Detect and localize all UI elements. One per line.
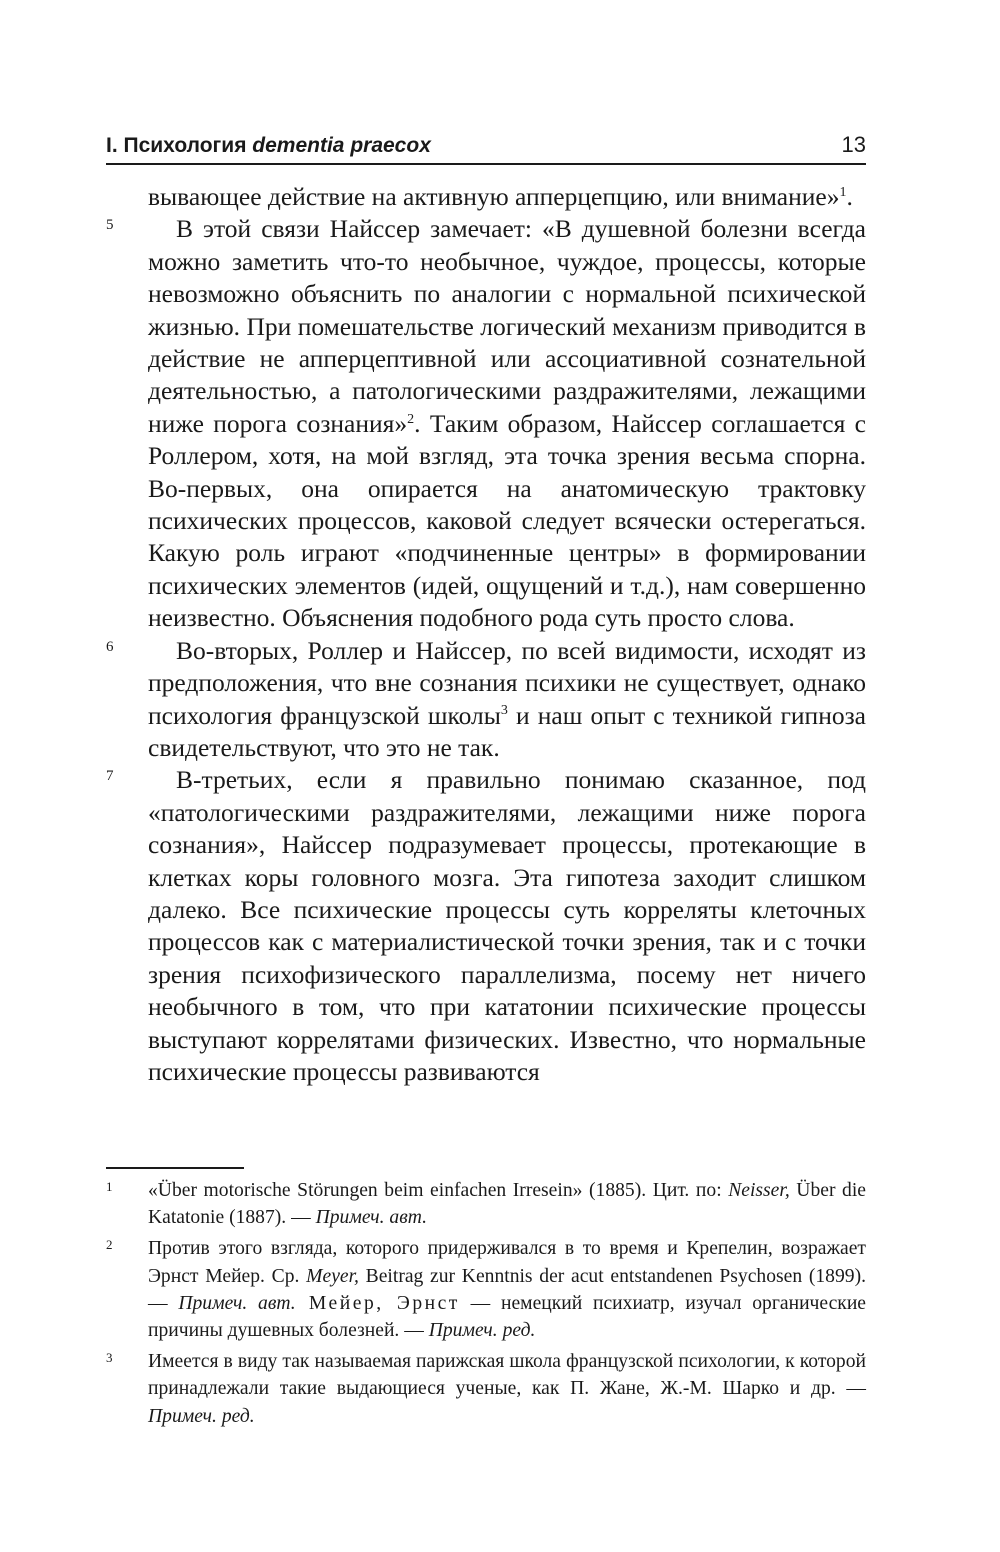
footnote-number-1: 1 — [106, 1179, 113, 1194]
footnote-number-2: 2 — [106, 1237, 113, 1253]
footnotes — [106, 1177, 866, 1434]
footnote-ref-1[interactable]: 1 — [839, 184, 847, 200]
paragraph-6: 6 Во-вторых, Роллер и Найссер, по всей видимости, исходят из предположения, что вне сознания психики не существует, однако психология французской школы$^3$ и наш опыт с техникой гипноза свидетельствуют, что это не так. — [106, 635, 866, 762]
footnote-1: 1 «Über motorische Störungen beim einfachen Irresein» (1885). Цит. по: Neisser, Über die Katatonie (1887). — Примеч. авт. — [106, 1179, 866, 1229]
chapter-title: I. Психология dementia praecox — [106, 134, 431, 157]
header-rule — [106, 163, 866, 165]
footnote-rule — [106, 1167, 244, 1169]
running-header — [106, 130, 866, 162]
footnote-ref-3[interactable]: 3 — [500, 703, 508, 719]
margin-number-5: 5 — [106, 217, 114, 234]
paragraph-5: 5 В этой связи Найссер замечает: «В душевной болезни всегда можно заметить что-то необычное, чуждое, процессы, которые невозможно объяснить по аналогии с нормальной психической жизнью. При помешательстве логический механизм приводится в действие не апперцептивной или ассоциативной сознательной деятельностью, а патологическими раздражителями, лежащими ниже порога сознания»$^2$. Таким образом, Найссер соглашается с Роллером, хотя, на мой взгляд, эта точка зрения весьма спорна. Во-первых, она опирается на анатомическую трактовку психических процессов, каковой следует всячески остерегаться. Какую роль играют «подчиненные центры» в формировании психических элементов (идей, ощущений и т.д.), нам совершенно неизвестно. Объяснения подобного рода суть просто слова. — [106, 214, 866, 633]
margin-number-7: 7 — [106, 768, 114, 785]
footnote-3: 3 Имеется в виду так называемая парижская школа французской психологии, к которой принадлежали такие выдающиеся ученые, как П. Жане, Ж.-М. Шарко и др. — Примеч. ред. — [106, 1350, 866, 1427]
margin-number-6: 6 — [106, 638, 114, 655]
page-number: 13 — [841, 132, 866, 157]
footnote-ref-2[interactable]: 2 — [407, 411, 415, 427]
chapter-title-italic: dementia praecox — [252, 134, 431, 157]
footnote-number-3: 3 — [106, 1350, 113, 1366]
footnote-2: 2 Против этого взгляда, которого придерживался в то время и Крепелин, возражает Эрнст Мейер. Ср. Meyer, Beitrag zur Kenntnis der acut entstandenen Psychosen (1899). — Примеч. авт. Мейер, Эрнст — немецкий психиатр, изучал органические причины душевных болезней. — Примеч. ред. — [106, 1237, 866, 1342]
paragraph-7: 7 В-третьих, если я правильно понимаю сказанное, под «патологическими раздражителями, лежащими ниже порога сознания», Найссер подразумевает процессы, протекающие в клетках коры головного мозга. Эта гипотеза заходит слишком далеко. Все психические процессы суть корреляты клеточных процессов как с материалистической точки зрения, так и с точки зрения психофизического параллелизма, посему нет ничего необычного в том, что при кататонии психические процессы выступают коррелятами физических. Известно, что нормальные психические процессы развиваются — [106, 765, 866, 1086]
main-text — [106, 181, 866, 1088]
paragraph-continued: вывающее действие на активную апперцепцию, или внимание»$^1$. — [148, 182, 853, 211]
